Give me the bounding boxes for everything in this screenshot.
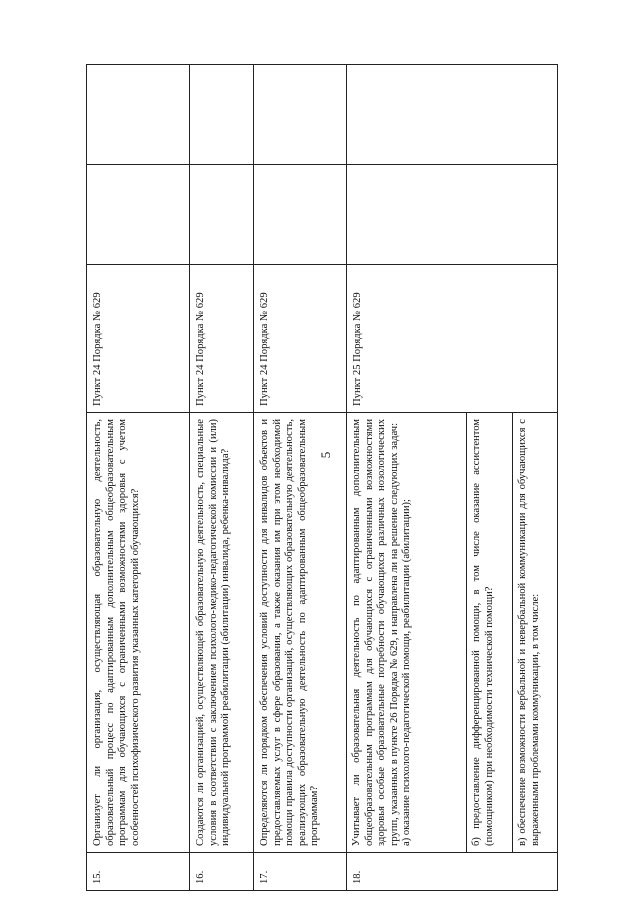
legal-reference: Пункт 24 Порядка № 629: [254, 265, 347, 413]
legal-reference: Пункт 24 Порядка № 629: [190, 265, 254, 413]
legal-reference: Пункт 24 Порядка № 629: [87, 265, 190, 413]
sub-item-b: б) предоставление дифференцированной помощи, в том числе оказание ассистентом (помощником) при необходимости технической помощи?: [471, 419, 495, 846]
table-row: [254, 65, 347, 891]
sub-item-c: в) обеспечение возможности вербальной и невербальной коммуникации для обучающихся с выраженными проблемами коммуникации, в том числе:: [517, 419, 541, 846]
table-row: [190, 65, 254, 891]
row-number: 17.: [254, 853, 347, 891]
question-part-main: [347, 413, 466, 852]
answer-cell: [347, 165, 558, 265]
table-row: [87, 65, 190, 891]
answer-cell: [254, 165, 347, 265]
question-part-c: [512, 413, 557, 852]
rotated-table-container: [86, 65, 556, 891]
row-number: 18.: [347, 853, 558, 891]
row-number: 15.: [87, 853, 190, 891]
question-cell: [347, 413, 558, 853]
question-text: Учитывает ли образовательная деятельность по адаптированным дополнительным общеобразовательным программам для обучающихся с ограниченными возможностями здоровья особые образовательные потребности обучающихся различных нозологических групп, указанных в пункте 26 Порядка № 629, и направлена ли на решение следующих задач:: [351, 419, 400, 846]
notes-cell: [254, 65, 347, 165]
legal-reference: Пункт 25 Порядка № 629: [347, 265, 558, 413]
answer-cell: [190, 165, 254, 265]
question-text: Организует ли организация, осуществляющая образовательную деятельность, образовательный процесс по адаптированным дополнительным общеобразовательным программам для обучающихся с ограниченными возможностями здоровья с учетом особенностей психофизического развития указанных категорий обучающихся?: [87, 413, 190, 853]
notes-cell: [190, 65, 254, 165]
question-part-b: [466, 413, 512, 852]
notes-cell: [87, 65, 190, 165]
row-number: 16.: [190, 853, 254, 891]
question-text: Создаются ли организацией, осуществляющей образовательную деятельность, специальные условия в соответствии с заключением психолого-медико-педагогической комиссии и (или) индивидуальной программой реабилитации (абилитации) инвалида, ребенка-инвалида?: [190, 413, 254, 853]
checklist-table: [86, 64, 558, 891]
page-number: 5: [318, 451, 333, 459]
question-text: Определяются ли порядком обеспечения условий доступности для инвалидов объектов и предоставляемых услуг в сфере образования, а также оказания им при этом необходимой помощи правила доступности организаций, осуществляющих образовательную деятельность, реализующих образовательную деятельность по адаптированным общеобразовательным программам?: [254, 413, 347, 853]
answer-cell: [87, 165, 190, 265]
table-row: [347, 65, 558, 891]
notes-cell: [347, 65, 558, 165]
sub-item-a: а) оказание психолого-педагогической помощи, реабилитации (абилитации);: [401, 499, 412, 846]
